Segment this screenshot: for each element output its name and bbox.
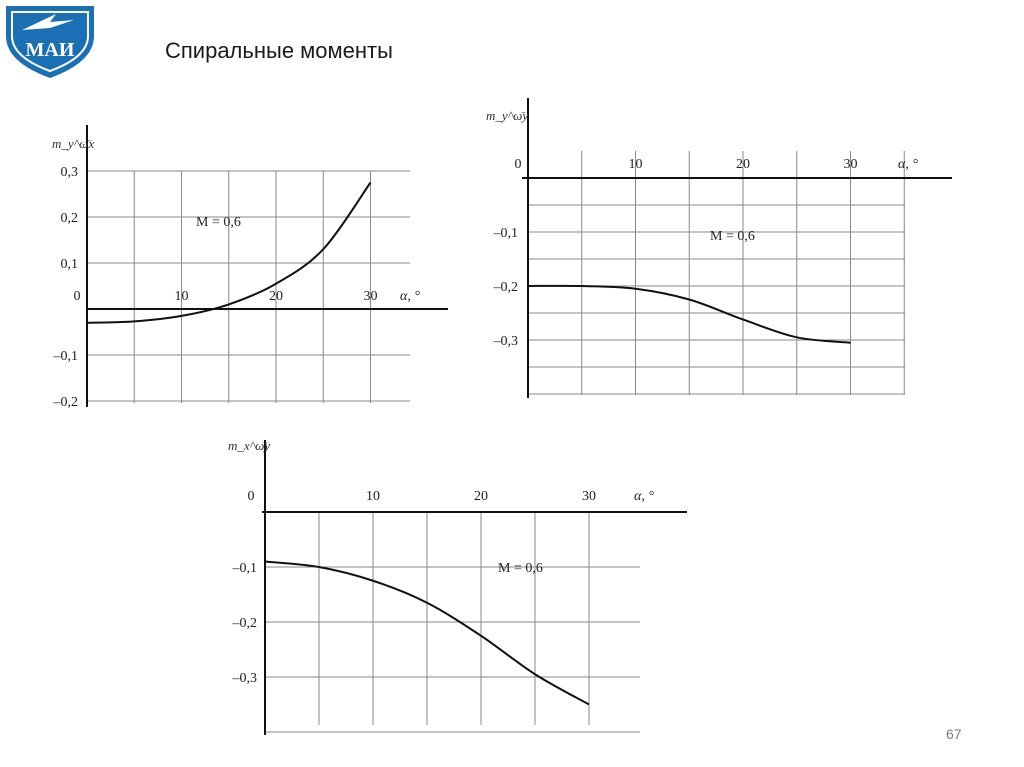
page-number: 67 [946,726,962,742]
y-tick-label: –0,1 [493,226,518,241]
x-tick-label: 30 [843,157,858,172]
y-tick-label: –0,3 [493,334,518,349]
y-tick-label: –0,2 [493,280,518,295]
y-tick-label: –0,3 [232,671,257,686]
logo-text: МАИ [25,39,75,61]
y-tick-label: –0,2 [53,395,78,410]
x-tick-label: 0 [514,157,522,172]
mach-annotation: M = 0,6 [710,229,755,244]
y-axis-label: m_y^ω̄x [52,136,95,151]
x-axis-label: α, ° [400,289,420,304]
slide-title: Спиральные моменты [165,38,393,63]
x-axis-label: α, ° [898,157,918,172]
x-tick-label: 20 [474,489,488,504]
y-tick-label: –0,2 [232,616,257,631]
x-tick-label: 30 [582,489,596,504]
y-tick-label: 0,1 [60,257,78,272]
y-axis-label: m_y^ω̄y [486,108,529,123]
mach-annotation: M = 0,6 [196,215,241,230]
mach-annotation: M = 0,6 [498,561,543,576]
x-tick-label: 0 [247,489,255,504]
y-axis-label: m_x^ω̄y [228,438,271,453]
x-tick-label: 10 [174,289,189,304]
y-tick-label: 0,3 [60,165,78,180]
x-axis-label: α, ° [634,489,654,504]
x-tick-label: 10 [366,489,380,504]
y-tick-label: 0,2 [60,211,78,226]
x-tick-label: 0 [73,289,81,304]
x-tick-label: 20 [269,289,283,304]
x-tick-label: 20 [736,157,750,172]
y-tick-label: –0,1 [53,349,78,364]
x-tick-label: 30 [363,289,378,304]
y-tick-label: –0,1 [232,561,257,576]
x-tick-label: 10 [628,157,643,172]
